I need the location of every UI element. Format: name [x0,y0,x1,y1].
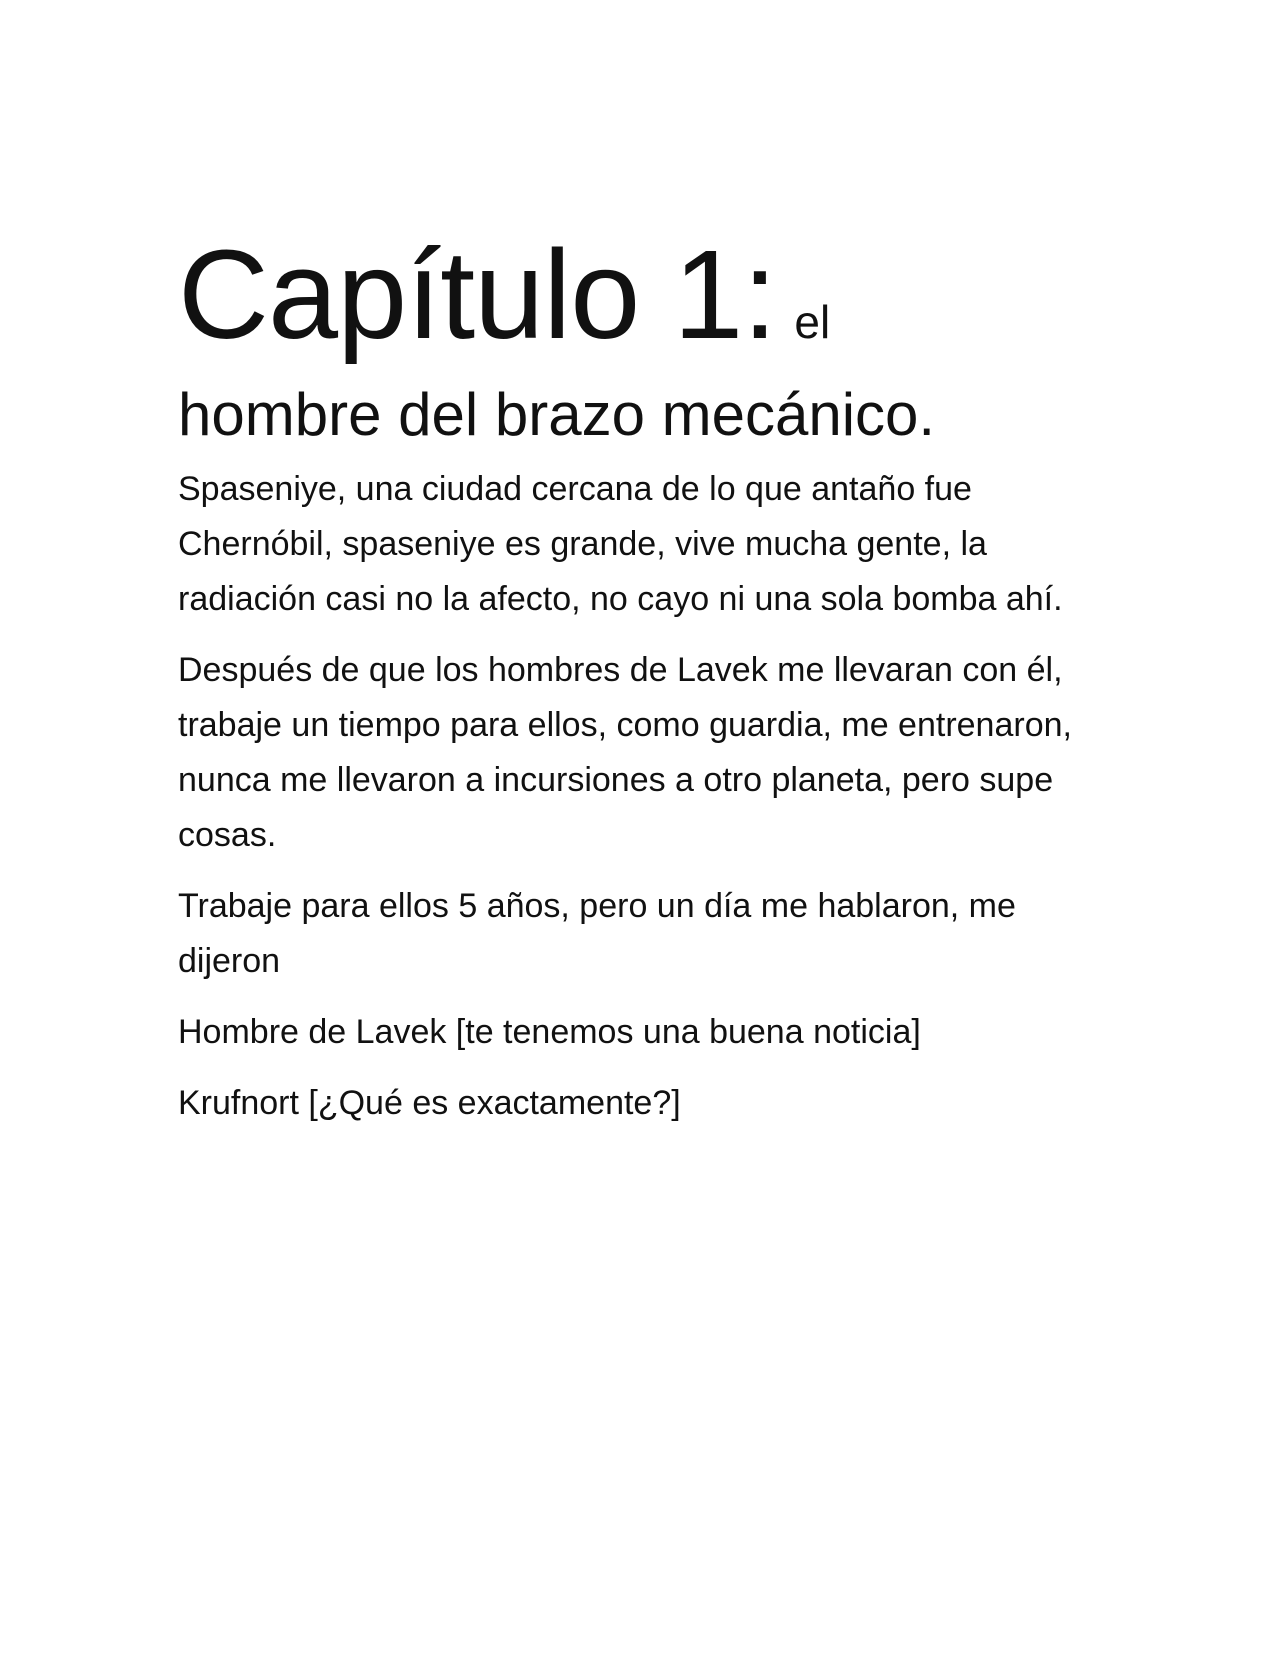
paragraph: Spaseniye, una ciudad cercana de lo que antaño fue Chernóbil, spaseniye es grande, vive mucha gente, la radiación casi no la afecto, no cayo ni una sola bomba ahí. [178,470,1063,618]
dialogue-line: Krufnort [¿Qué es exactamente?] [178,1084,681,1122]
document-page [178,224,1108,1131]
paragraph: Después de que los hombres de Lavek me llevaran con él, trabaje un tiempo para ellos, como guardia, me entrenaron, nunca me llevaron a incursiones a otro planeta, pero supe cosas. [178,651,1072,854]
paragraph: Trabaje para ellos 5 años, pero un día me hablaron, me dijeron [178,887,1016,980]
dialogue-line: Hombre de Lavek [te tenemos una buena noticia] [178,1013,921,1051]
chapter-title [178,224,1108,365]
chapter-title-suffix: el [794,296,831,348]
chapter-subtitle: hombre del brazo mecánico. [178,381,936,448]
chapter-title-main: Capítulo 1: [178,224,777,365]
